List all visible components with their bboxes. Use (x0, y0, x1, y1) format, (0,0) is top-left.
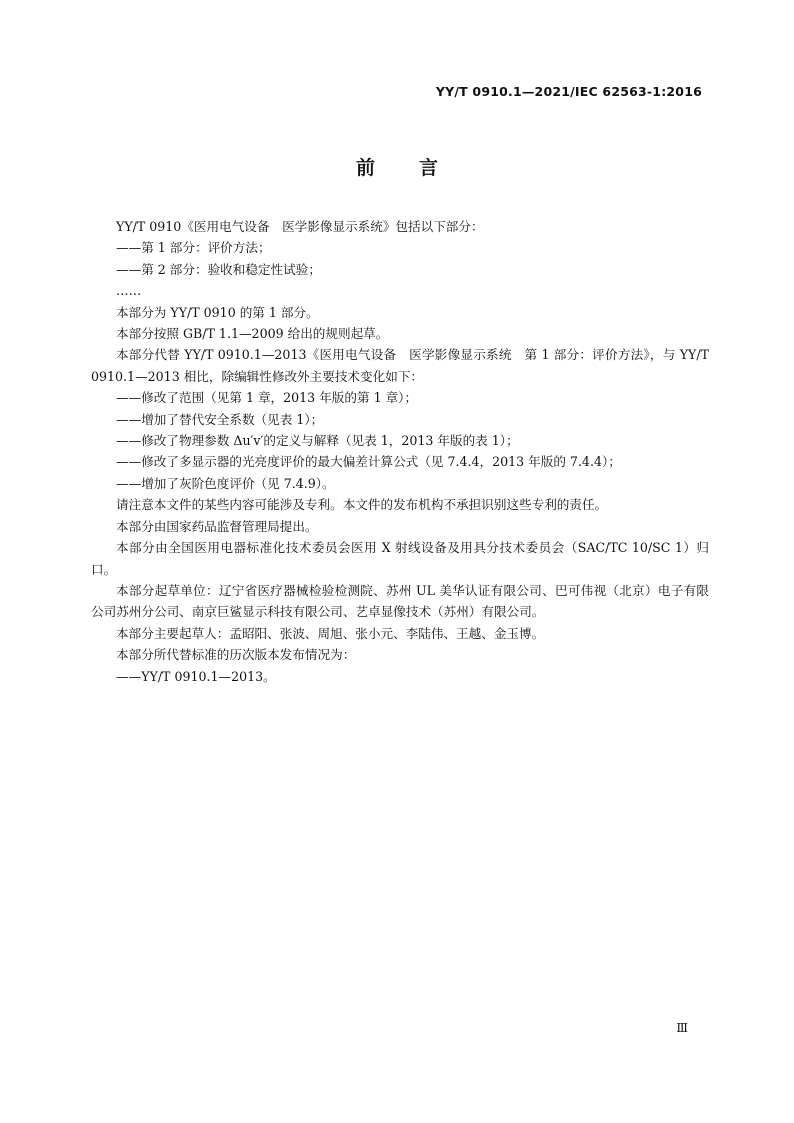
paragraph-centralized-by: 本部分由全国医用电器标准化技术委员会医用 X 射线设备及用具分技术委员会（SAC/TC 10/SC 1）归口。 (91, 540, 709, 577)
paragraph-drafting-units: 本部分起草单位：辽宁省医疗器械检验检测院、苏州 UL 美华认证有限公司、巴可伟视（北京）电子有限公司苏州分公司、南京巨鲨显示科技有限公司、艺卓显像技术（苏州）有限公司。 (91, 582, 709, 620)
list-item-previous-version: ——YY/T 0910.1—2013。 (116, 668, 276, 684)
paragraph-drafting-rules: 本部分按照 GB/T 1.1—2009 给出的规则起草。 (116, 326, 389, 342)
list-item-change-scope: ——修改了范围（见第 1 章，2013 年版的第 1 章）； (116, 390, 418, 406)
list-item-change-grayscale: ——增加了灰阶色度评价（见 7.4.9）。 (116, 475, 335, 491)
list-item-change-formula: ——修改了多显示器的光亮度评价的最大偏差计算公式（见 7.4.4，2013 年版的 7.4.4）； (116, 454, 621, 470)
list-item-part-1: ——第 1 部分：评价方法； (116, 240, 271, 256)
paragraph-drafters: 本部分主要起草人：孟昭阳、张波、周旭、张小元、李陆伟、王越、金玉博。 (116, 625, 545, 641)
paragraph-patent-notice: 请注意本文件的某些内容可能涉及专利。本文件的发布机构不承担识别这些专利的责任。 (116, 497, 608, 513)
page-number: Ⅲ (676, 1021, 688, 1035)
list-ellipsis: …… (116, 283, 142, 299)
paragraph-previous-versions: 本部分所代替标准的历次版本发布情况为： (116, 647, 356, 663)
standard-code-header: YY/T 0910.1—2021/IEC 62563-1:2016 (435, 84, 702, 99)
foreword-body (91, 216, 709, 687)
list-item-change-parameter: ——修改了物理参数 Δu′v′的定义与解释（见表 1，2013 年版的表 1）； (116, 433, 519, 449)
paragraph-parts-intro: YY/T 0910《医用电气设备 医学影像显示系统》包括以下部分： (116, 219, 484, 234)
list-item-part-2: ——第 2 部分：验收和稳定性试验； (116, 261, 321, 277)
page-title: 前言 (355, 157, 482, 179)
paragraph-proposed-by: 本部分由国家药品监督管理局提出。 (116, 518, 318, 534)
paragraph-replacement: 本部分代替 YY/T 0910.1—2013《医用电气设备 医学影像显示系统 第 1 部分：评价方法》，与 YY/T 0910.1—2013 相比，除编辑性修改外主要技术变化如下： (91, 347, 709, 384)
paragraph-part-statement: 本部分为 YY/T 0910 的第 1 部分。 (116, 304, 319, 320)
list-item-change-safety-factor: ——增加了替代安全系数（见表 1）； (116, 411, 324, 427)
